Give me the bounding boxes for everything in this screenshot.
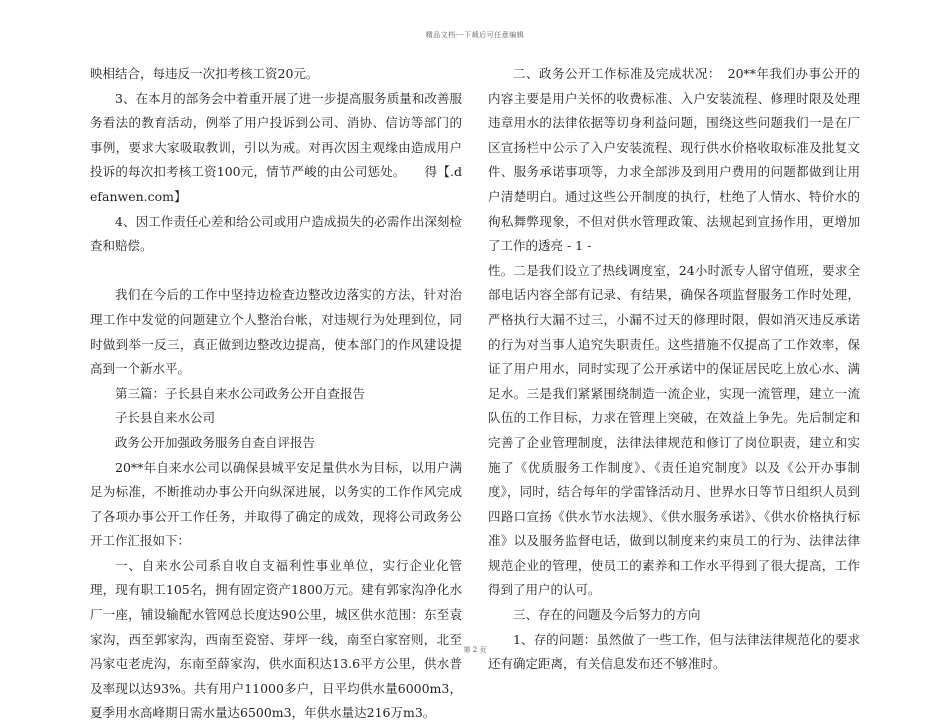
paragraph-section-2-continued: 性。二是我们设立了热线调度室，24小时派专人留守值班，要求全部电话内容全部有记录、有结果，确保各项监督服务工作时处理，严格执行大漏不过三，小漏不过天的修理时限，假如消灭违反承诺的行为对当事人追究失职责任。这些措施不仅提高了工作效率，保证了用户用水，同时实现了公开承诺中的保证居民吃上放心水、满足水。三是我们紧紧围绕制造一流企业，实现一流管理，建立一流队伍的工作目标，力求在管理上突破，在效益上争先。先后制定和完善了企业管理制度，法律法律规范和修订了岗位职责，建立和实施了《优质服务工作制度》、《责任追究制度》以及《公开办事制度》，同时，结合每年的学雷锋活动月、世界水日等节日组织人员到四路口宣扬《供水节水法规》、《供水服务承诺》、《供水价格执行标准》以及服务监督电话，做到以制度来约束员工的行为、法律法律规范企业的管理，使员工的素养和工作水平得到了很大提高，工作得到了用户的认可。	[488, 262, 860, 598]
paragraph-intro: 20**年自来水公司以确保县城平安足量供水为目标，以用户满足为标准，不断推动办事公开向纵深进展，以务实的工作作风完成了各项办事公开工作任务，并取得了确定的成效，现将公司政务公开工作汇报如下：	[90, 459, 462, 549]
section-heading-problems: 三、存在的问题及今后努力的方向	[513, 607, 701, 623]
section-heading-part-3: 第三篇：子长县自来水公司政务公开自查报告	[115, 385, 366, 401]
paragraph-section-2: 二、政务公开工作标准及完成状况： 20**年我们办事公开的内容主要是用户关怀的收费标准、入户安装流程、修理时限及处理违章用水的法律依据等切身利益问题，围绕这些问题我们一是在厂区宣扬栏中公示了入户安装流程、现行供水价格收取标准及批复文件、服务承诺事项等，力求全部涉及到用户费用的问题都做到让用户清楚明白。通过这些公开制度的执行，杜绝了人情水、特价水的徇私舞弊现象，不但对供水管理政策、法规起到宣扬作用，更增加了工作的透亮 - 1 -	[488, 66, 860, 254]
paragraph-continuation: 映相结合，每违反一次扣考核工资20元。	[90, 66, 319, 81]
company-name: 子长县自来水公司	[115, 410, 216, 426]
paragraph-problem-1: 1、存的问题：虽然做了一些工作，但与法律法律规范化的要求还有确定距离，有关信息发布还不够准时。	[488, 631, 860, 672]
page-header: 精品文档---下载后可任意编辑	[425, 31, 525, 39]
left-column	[90, 62, 462, 726]
paragraph-conclusion: 我们在今后的工作中坚持边检查边整改边落实的方法，针对治理工作中发觉的问题建立个人整治台帐，对违规行为处理到位，同时做到举一反三，真正做到边整改边提高，使本部门的作风建设提高到一个新水平。	[90, 287, 462, 377]
paragraph-section-1: 一、自来水公司系自收自支福利性事业单位，实行企业化管理，现有职工105名，拥有固定资产1800万元。建有郭家沟净化水厂一座，铺设输配水管网总长度达90公里，城区供水范围：东至袁家沟，西至郭家沟，西南至瓷窑、芽坪一线，南至白家窑则，北至冯家屯老虎沟，东南至薛家沟，供水面积达13.6平方公里，供水普及率现以达93%。共有用户11000多户，日平均供水量6000m3，夏季用水高峰期日需水量达6500m3，年供水量达216万m3。	[90, 557, 462, 721]
report-title: 政务公开加强政务服务自查自评报告	[115, 434, 316, 450]
paragraph-item-4: 4、因工作责任心差和给公司或用户造成损失的必需作出深刻检查和赔偿。	[90, 213, 462, 254]
page-footer: 第 2 页	[463, 646, 487, 654]
right-column	[488, 62, 860, 677]
paragraph-item-3: 3、在本月的部务会中着重开展了进一步提高服务质量和改善服务看法的教育活动，例举了用户投诉到公司、消协、信访等部门的事例，要求大家吸取教训，引以为戒。对再次因主观缘由造成用户投诉的每次扣考核工资100元，情节严峻的由公司惩处。 得【.defanwen.com】	[90, 90, 462, 204]
